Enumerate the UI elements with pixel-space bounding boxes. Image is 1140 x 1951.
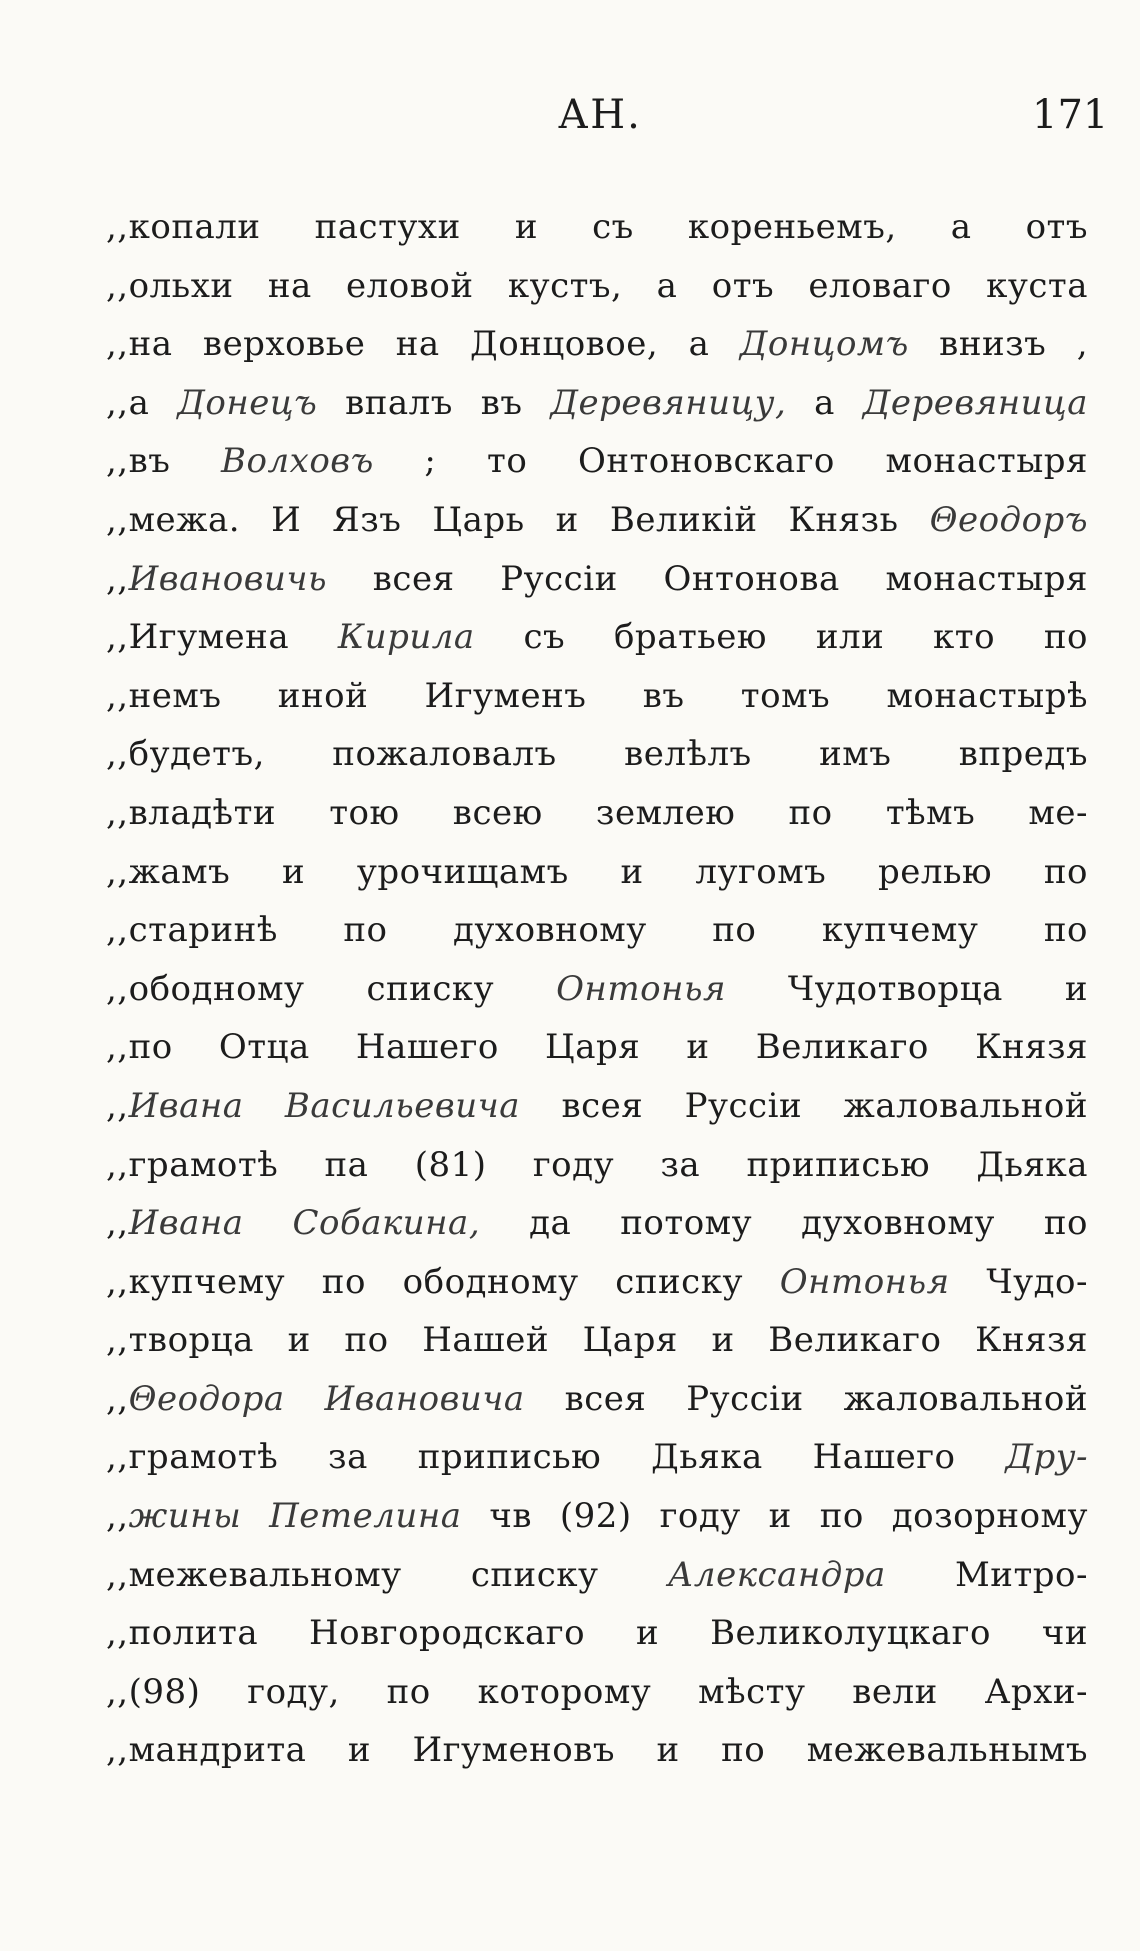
- italic-name: жины Петелина: [128, 1496, 462, 1537]
- italic-name: Деревяницу,: [550, 382, 787, 423]
- page-number: 171: [1032, 92, 1109, 138]
- text-run: ,,межевальному списку: [106, 1554, 668, 1595]
- text-line: [106, 257, 1088, 316]
- text-line: [106, 843, 1088, 902]
- italic-name: Александра: [667, 1554, 886, 1595]
- italic-name: Онтонья: [556, 968, 726, 1009]
- text-run: ,,: [106, 1203, 129, 1244]
- text-run: всея Руссiи жаловальной: [520, 1085, 1088, 1126]
- text-run: ,,Игумена: [106, 617, 338, 658]
- text-run: ,,по Отца Нашего Царя и Великаго Князя: [106, 1027, 1088, 1068]
- text-run: ,,въ: [106, 441, 222, 482]
- text-run: ,,грамотѣ па (81) году за приписью Дьяка: [106, 1144, 1088, 1185]
- text-run: Митро-: [885, 1554, 1088, 1595]
- text-run: ,,: [106, 1085, 129, 1126]
- text-line: [106, 1721, 1088, 1780]
- text-run: съ братьею или кто по: [474, 617, 1089, 658]
- text-line: [106, 608, 1088, 667]
- text-run: ,,ободному списку: [106, 968, 557, 1009]
- text-line: [106, 1077, 1088, 1136]
- text-line: [106, 901, 1088, 960]
- text-run: чв (92) году и по дозорному: [461, 1496, 1088, 1537]
- text-line: [106, 1311, 1088, 1370]
- italic-name: Ивана Васильевича: [128, 1085, 521, 1126]
- italic-name: Онтонья: [779, 1261, 950, 1302]
- text-line: [106, 550, 1088, 609]
- text-run: ,,полита Новгородскаго и Великолуцкаго чи: [106, 1613, 1088, 1654]
- italic-name: Кирила: [337, 617, 475, 658]
- text-run: ,,творца и по Нашей Царя и Великаго Князя: [106, 1320, 1088, 1361]
- text-run: ,,владѣти тою всею землею по тѣмъ ме-: [106, 792, 1088, 833]
- text-line: [106, 1018, 1088, 1077]
- text-line: [106, 1253, 1088, 1312]
- text-run: Чудо-: [949, 1261, 1088, 1302]
- text-run: ,,: [106, 558, 129, 599]
- text-run: ,,грамотѣ за приписью Дьяка Нашего: [106, 1437, 1006, 1478]
- text-run: Чудотворца и: [725, 968, 1088, 1009]
- text-line: [106, 374, 1088, 433]
- text-run: ,,межа. И Язъ Царь и Великiй Князь: [106, 499, 930, 540]
- body-text: [106, 198, 1088, 1780]
- text-line: [106, 1428, 1088, 1487]
- text-line: [106, 491, 1088, 550]
- italic-name: Ивана Собакина,: [128, 1203, 481, 1244]
- text-run: ,,жамъ и урочищамъ и лугомъ релью по: [106, 851, 1088, 892]
- text-run: ,,мандрита и Игуменовъ и по межевальнымъ: [106, 1730, 1088, 1771]
- text-run: да потому духовному по: [480, 1203, 1088, 1244]
- text-run: ,,: [106, 1496, 129, 1537]
- italic-name: Ивановичь: [128, 558, 328, 599]
- text-line: [106, 725, 1088, 784]
- text-line: [106, 667, 1088, 726]
- text-run: внизъ ,: [908, 324, 1088, 365]
- text-run: ,,купчему по ободному списку: [106, 1261, 780, 1302]
- italic-name: Θеодоръ: [929, 499, 1088, 540]
- text-run: ,,а: [106, 382, 178, 423]
- text-run: ,,будетъ, пожаловалъ велѣлъ имъ впредъ: [106, 734, 1088, 775]
- text-line: [106, 960, 1088, 1019]
- text-line: [106, 1194, 1088, 1253]
- text-run: ,,старинѣ по духовному по купчему по: [106, 910, 1088, 951]
- page-header: [0, 92, 1140, 152]
- text-line: [106, 1487, 1088, 1546]
- italic-name: Донецъ: [177, 382, 318, 423]
- text-line: [106, 1370, 1088, 1429]
- italic-name: Θеодора Ивановича: [128, 1378, 525, 1419]
- text-run: ; то Онтоновскаго монастыря: [373, 441, 1088, 482]
- text-line: [106, 198, 1088, 257]
- running-head: АН.: [558, 92, 642, 138]
- text-run: всея Руссiи Онтонова монастыря: [327, 558, 1088, 599]
- text-line: [106, 784, 1088, 843]
- text-run: ,,(98) году, по которому мѣсту вели Архи-: [106, 1671, 1088, 1712]
- text-run: ,,ольхи на еловой кустъ, а отъ еловаго куста: [106, 265, 1088, 306]
- text-line: [106, 1663, 1088, 1722]
- italic-name: Дру-: [1005, 1437, 1088, 1478]
- text-run: ,,: [106, 1378, 129, 1419]
- italic-name: Донцомъ: [739, 324, 909, 365]
- text-run: ,,копали пастухи и съ кореньемъ, а отъ: [106, 207, 1088, 247]
- text-run: ,,немъ иной Игуменъ въ томъ монастырѣ: [106, 675, 1088, 716]
- italic-name: Волховъ: [221, 441, 374, 482]
- text-run: а: [786, 382, 863, 423]
- text-line: [106, 1604, 1088, 1663]
- text-line: [106, 1136, 1088, 1195]
- text-run: ,,на верховье на Донцовое, а: [106, 324, 740, 365]
- italic-name: Деревяница: [862, 382, 1088, 423]
- text-line: [106, 315, 1088, 374]
- text-run: всея Руссiи жаловальной: [524, 1378, 1088, 1419]
- text-line: [106, 1546, 1088, 1605]
- text-run: впалъ въ: [317, 382, 551, 423]
- text-line: [106, 432, 1088, 491]
